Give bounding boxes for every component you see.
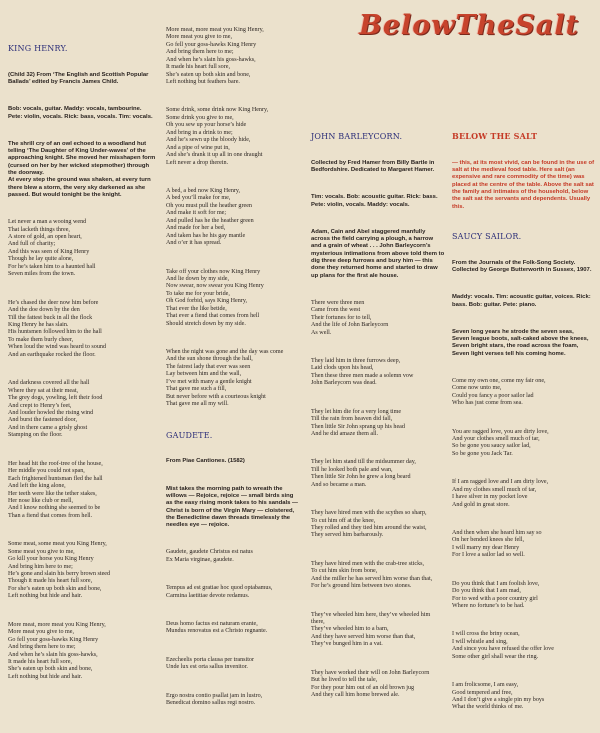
gaudete-source: From Piae Cantiones. (1582) — [166, 458, 245, 465]
king-henry-source: (Child 32) From ‘The English and Scottish Popular Ballads’ edited by Francis James Child. — [8, 71, 151, 86]
saucy-sailor-verse: I am frolicsome, I am easy, Good tempered and free, And I don’t give a single pin my boys What the world thinks of me. — [452, 682, 545, 711]
john-barleycorn-verse: They let him stand till the midsummer day, Till he looked both pale and wan, Then little Sir John he grew a long beard And so became a man. — [311, 459, 416, 488]
john-barleycorn-source: Collected by Fred Hamer from Billy Bartle in Bedfordshire. Dedicated to Margaret Hamer. — [311, 159, 437, 174]
saucy-sailor-verse: Come my own one, come my fair one, Come now unto me, Could you fancy a poor sailor lad Who has just come from sea. — [452, 377, 546, 407]
john-barleycorn-verse: There were three men Came from the west Their fortunes for to tell, And the life of John Barleycorn As well. — [311, 299, 389, 336]
king-henry-verse: A bed, a bed now King Henry, A bed you’ll make for me, Oh you must pull the heather green And make it soft for me; And pulled has he the heather green And made for her a bed, And taken has he his gay mantle And o’er it has spread. — [166, 187, 254, 247]
king-henry-gaudete-column — [166, 12, 300, 728]
john-barleycorn-column — [311, 116, 445, 720]
gaudete-latin-verse: Gaudete, gaudete Christus est natus Ex Maria virginae, gaudete. — [166, 549, 253, 563]
saucy-sailor-verse: If I am ragged love and I am dirty love, And my clothes smell much of tar, I have silver in my pocket love And gold in great store. — [452, 479, 549, 508]
john-barleycorn-verse: They have hired men with the crab-tree sticks, To cut him skin from bone, And the miller he has served him worse than that, For he’s ground him between two stones. — [311, 560, 433, 590]
gaudete-title: GAUDETE. — [166, 430, 213, 440]
gaudete-latin-verse: Ergo nostra contio psallat jam in lustro, Benedicat domino sallus regi nostro. — [166, 692, 263, 707]
john-barleycorn-verse: They have worked their will on John Barleycorn But he lived to tell the tale, For they pour him out of an old brown jug And they call him home brewed ale. — [311, 669, 430, 699]
gaudete-description: Mist takes the morning path to wreath the willows — Rejoice, rejoice — small birds sing as the easy rising monk takes to his sandals — Christ is born of the Virgin Mary — cloistered, the Benedictine dawn threads timelessly the needles eye — rejoice. — [166, 485, 300, 529]
john-barleycorn-verse: They have hired men with the scythes so sharp, To cut him off at the knee, They rolled and they tied him around the waist, They served him barbarously. — [311, 510, 427, 539]
king-henry-title: KING HENRY. — [8, 43, 68, 53]
saucy-sailor-source: From the Journals of the Folk-Song Society. Collected by George Butterworth in Sussex, 1907. — [452, 259, 592, 273]
king-henry-verse: Take off your clothes now King Henry And lie down by my side, Now swear, now swear you King Henry To take me for your bride, Oh God forbid, says King Henry, That ever the like betide, That ever a fiend that comes from hell Should stretch down by my side. — [166, 268, 264, 327]
john-barleycorn-intro: Adam, Cain and Abel staggered manfully across the field carrying a plough, a harrow and a grain of wheat . . . John Barleycorn’s mysterious intimations from above told them to dig three deep furrows and bury him — this done they returned home and started to draw up plans for the first ale house. — [311, 228, 446, 279]
saucy-sailor-credits: Maddy: vocals. Tim: acoustic guitar, voices. Rick: bass. Bob: guitar. Pete: piano. — [452, 294, 593, 308]
gaudete-latin-verse: Deus homo factus est naturam erante, Mundus renovatus est a Christo regnante. — [166, 620, 268, 635]
below-the-salt-logo: BelowTheSalt — [359, 10, 580, 41]
gaudete-latin-verse: Tempus ad est gratiae hoc quod optabamus, Carmina laetitiae devote redamus. — [166, 585, 273, 599]
king-henry-verse: Her head hit the roof-tree of the house, Her middle you could not span, Each frightened huntsman fled the hall And left the king alone, Her teeth were like the tether stakes, Her nose like club or mell, And I know nothing she seemed to be Than a fiend that comes from hell. — [8, 460, 103, 519]
king-henry-verse: Some meat, some meat you King Henry, Some meat you give to me, Go kill your horse you King Henry And bring him here to me; He’s gone and slain his berry brown steed Though it made his heart full sore, For she’s eaten up both skin and bone, Left nothing but hide and hair. — [8, 541, 111, 600]
below-the-salt-and-saucy-sailor-column — [452, 116, 596, 733]
king-henry-verse: And darkness covered all the hall Where they sat at their meat, The grey dogs, yowling, left their food And crept to Henry’s feet, And louder howled the rising wind And burst the fastened door, And in there came a grisly ghost Stamping on the floor. — [8, 380, 103, 439]
john-barleycorn-verse: They laid him in three furrows deep, Laid clods upon his head, Then these three men made a solemn vow John Barleycorn was dead. — [311, 357, 414, 387]
king-henry-intro: The shrill cry of an owl echoed to a woodland hut telling ‘The Daughter of King Under-waves’ of the approaching knight. She moved her misshapen form (cursed on her by her wicked stepmother) through the doorway. At every step the ground was shaken, at every turn there blew a storm, the very sky darkened as she passed. But would tonight be the knight. — [8, 140, 156, 198]
king-henry-column — [8, 28, 156, 702]
king-henry-verse: When the night was gone and the day was come And the sun shone through the hall, The fairest lady that ever was seen Lay between him and the wall, I’ve met with many a gentle knight That gave me such a fill, But never before with a courteous knight That gave me all my will. — [166, 349, 284, 408]
saucy-sailor-verse: And then when she heard him say so On her bended knees she fell, I will marry my dear Henry For I love a sailor lad so well. — [452, 529, 542, 559]
john-barleycorn-verse: They let him die for a very long time Till the rain from heaven did fall, Then little Sir John sprang up his head And he did amaze them all. — [311, 408, 405, 438]
saucy-sailor-verse: You are ragged love, you are dirty love, And your clothes smell much of tar, So be gone you saucy sailor lad, So be gone you Jack Tar. — [452, 428, 549, 457]
saucy-sailor-description: Seven long years he strode the seven seas, Seven league boots, salt-caked above the knees, Seven bright stars, the road across the foam, Seven light verses tell his coming home. — [452, 328, 589, 357]
gaudete-latin-verse: Ezecheelis porta clausa per transitor Unde lux est orta sallus invenitor. — [166, 656, 254, 671]
king-henry-verse: More meat, more meat you King Henry, More meat you give to me, Go fell your goss-hawks King Henry And bring them here to me; And when he’s slain his goss-hawks, It made his heart full sore, She’s eaten up both skin and bone, Left nothing but feathers bare. — [166, 26, 264, 86]
john-barleycorn-title: JOHN BARLEYCORN. — [311, 131, 403, 141]
king-henry-verse: Let never a man a wooing wend That lacketh things three, A store of gold, an open heart, And full of charity; And this was seen of King Henry Though he lay quite alone, For he’s taken him to a haunted hall Seven miles from the town. — [8, 219, 96, 278]
king-henry-verse: He’s chased the deer now him before And the doe down by the den Till the fattest buck in all the flock King Henry he has slain. His huntsmen followed him to the hall To make them burly cheer, When loud the wind was heard to sound And an earthquake rocked the floor. — [8, 299, 106, 358]
saucy-sailor-verse: Do you think that I am foolish love, Do you think that I am mad, For to wed with a poor country girl Where no fortune’s to be had. — [452, 580, 540, 610]
john-barleycorn-credits: Tim: vocals. Bob: acoustic guitar. Rick: bass. Pete: violin, vocals. Maddy: vocals. — [311, 194, 440, 208]
saucy-sailor-title: SAUCY SAILOR. — [452, 231, 522, 241]
king-henry-verse: More meat, more meat you King Henry, More meat you give to me, Go fell your goss-hawks King Henry And bring them here to me; And when he’s slain his goss-hawks, It made his heart full sore, She’s eaten up both skin and bone, Left nothing but hide and hair. — [8, 621, 106, 680]
below-the-salt-title: BELOW THE SALT — [452, 130, 538, 141]
saucy-sailor-verse: I will cross the briny ocean, I will whistle and sing, And since you have refused the offer love Some other girl shall wear the ring. — [452, 631, 554, 660]
below-the-salt-intro: — this, at its most vivid, can be found in the use of salt at the medieval food table. Here salt (an expensive and rare commodity of the time) was placed at the centre of the table. Above the salt sat the family and intimates of the household, below the salt sat the servants and dependents. Usually this. — [452, 159, 596, 210]
john-barleycorn-verse: They’ve wheeled him here, they’ve wheeled him there, They’ve wheeled him to a barn, And they have served him worse than that, They’ve bunged him in a vat. — [311, 611, 431, 648]
king-henry-verse: Some drink, some drink now King Henry, Some drink you give to me, Oh you sew up your horse’s hide And bring in a drink to me; And he’s sewn up the bloody hide, And a pipe of wine put in, And she’s drank it up all in one draught Left never a drop therein. — [166, 107, 269, 166]
king-henry-credits: Bob: vocals, guitar. Maddy: vocals, tambourine. Pete: violin, vocals. Rick: bass, vocals. Tim: vocals. — [8, 106, 153, 120]
